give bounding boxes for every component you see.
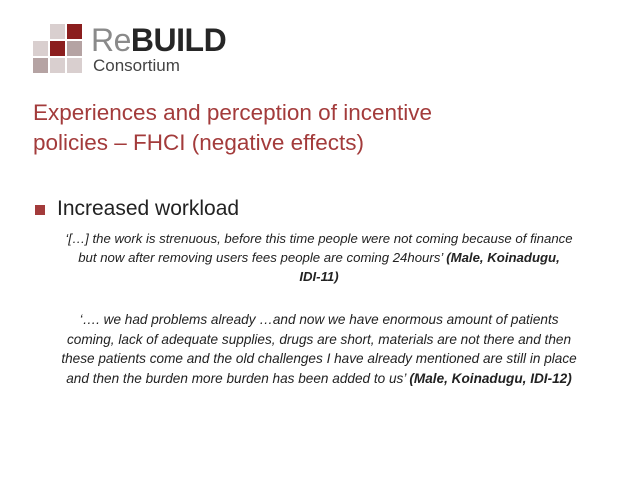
logo-word-build: BUILD: [130, 22, 227, 58]
quote-idi-12: [28, 310, 610, 388]
logo-squares-icon: [33, 24, 83, 74]
quote2-attribution: (Male, Koinadugu, IDI-12): [409, 370, 572, 386]
quote1-line1: ‘[…] the work is strenuous, before this time people were not coming because of finance: [65, 231, 573, 246]
quote2-line4-text: and then the burden more burden has been added to us’: [66, 370, 410, 386]
quote1-line2-text: but now after removing users fees people are coming 24hours’: [78, 250, 447, 265]
quote2-line2: coming, lack of adequate supplies, drugs are short, materials are not there and then: [66, 331, 572, 347]
quote1-attribution-part2: IDI-11): [299, 269, 339, 284]
bullet-text: Increased workload: [57, 197, 240, 220]
logo-subtitle: Consortium: [93, 56, 180, 75]
quote1-line2: [28, 248, 610, 267]
slide-title-line1: Experiences and perception of incentive: [33, 100, 433, 125]
logo-wordmark: [91, 23, 226, 57]
bullet-item: [35, 196, 239, 222]
quote2-line4: [28, 369, 610, 389]
quote-idi-11: [28, 229, 610, 286]
slide-title-line2: policies – FHCI (negative effects): [33, 130, 364, 155]
quote2-line3: these patients come and the old challenges I have already mentioned are still in place: [61, 351, 577, 366]
rebuild-logo: [33, 20, 233, 80]
quote2-line1: ‘…. we had problems already …and now we have enormous amount of patients: [79, 312, 559, 327]
quote1-attribution-part1: (Male, Koinadugu,: [446, 250, 560, 265]
square-bullet-icon: [35, 205, 45, 215]
logo-word-re: Re: [91, 22, 131, 58]
slide-title: [33, 98, 623, 158]
